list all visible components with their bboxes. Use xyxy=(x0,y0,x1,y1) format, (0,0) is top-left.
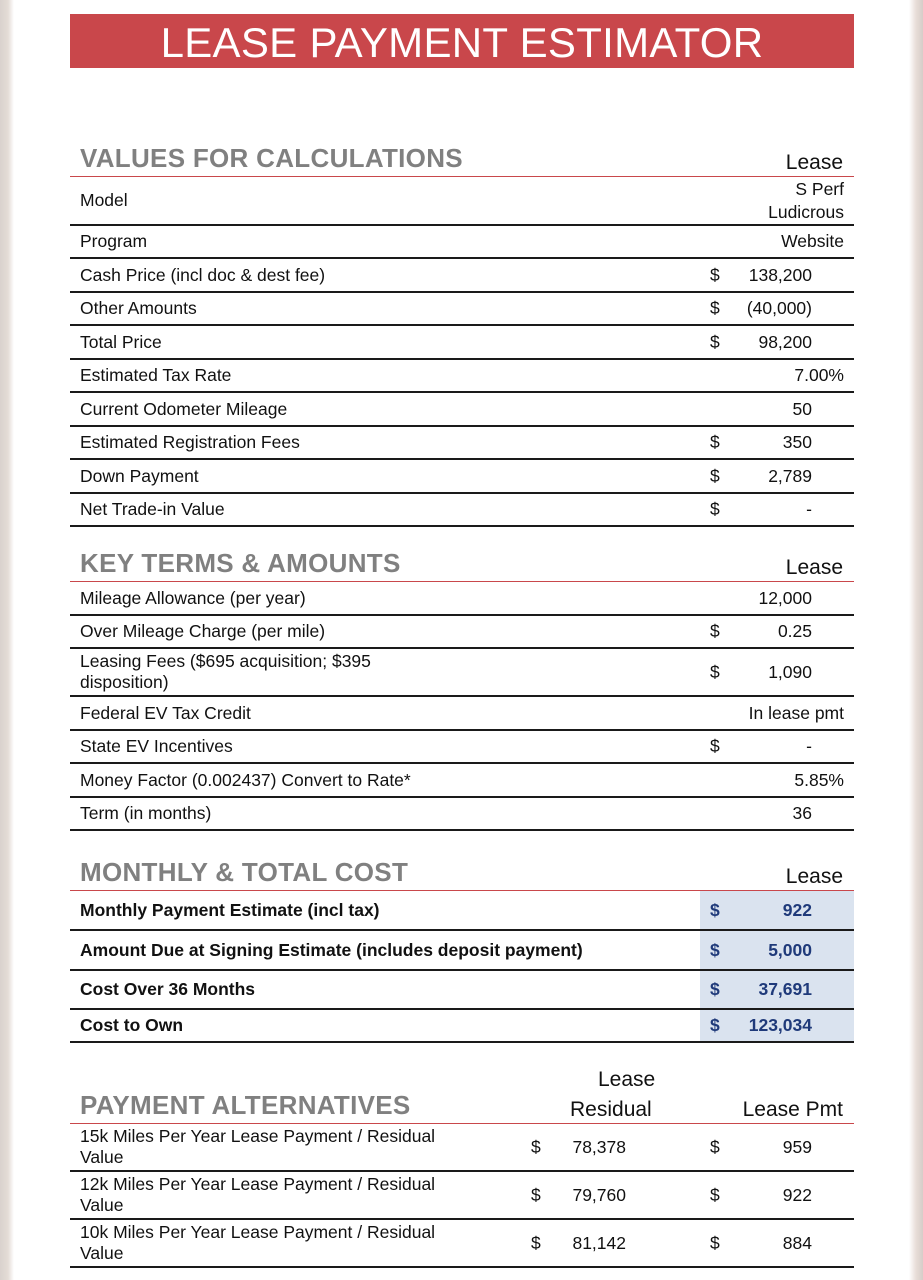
row-federal-credit xyxy=(70,697,854,731)
row-label: Term (in months) xyxy=(80,803,212,823)
row-cash-price xyxy=(70,259,854,293)
row-amount: 12,000 xyxy=(758,587,812,608)
row-label: Leasing Fees ($695 acquisition; $395 disposition) xyxy=(80,651,371,692)
residual-amount: 78,378 xyxy=(572,1136,626,1157)
row-over-mileage xyxy=(70,616,854,649)
row-amount: 922 xyxy=(782,899,812,920)
row-alt-10k xyxy=(70,1220,854,1268)
monthly-section-heading: MONTHLY & TOTAL COST xyxy=(80,857,409,887)
row-label: Monthly Payment Estimate (incl tax) xyxy=(80,899,380,920)
row-label: Cost Over 36 Months xyxy=(80,979,256,999)
row-currency: $ xyxy=(710,331,720,352)
row-currency: $ xyxy=(710,979,720,999)
row-amount: 0.25 xyxy=(777,621,812,641)
row-model xyxy=(70,177,854,226)
residual-column-label-line1: Lease xyxy=(598,1068,656,1091)
row-label: Money Factor (0.002437) Convert to Rate* xyxy=(80,769,411,790)
row-total-price xyxy=(70,326,854,360)
residual-currency: $ xyxy=(531,1232,541,1253)
row-currency: $ xyxy=(710,499,720,519)
row-amount: (40,000) xyxy=(746,298,812,318)
highlight-cell xyxy=(700,891,854,929)
row-due-at-signing xyxy=(70,931,854,971)
row-label: Other Amounts xyxy=(80,298,197,318)
row-currency: $ xyxy=(710,661,720,682)
row-amount: 37,691 xyxy=(758,979,812,999)
row-label: Amount Due at Signing Estimate (includes deposit payment) xyxy=(80,939,583,960)
row-label: 10k Miles Per Year Lease Payment / Residual Value xyxy=(80,1222,436,1263)
pmt-currency: $ xyxy=(710,1184,720,1205)
row-label: Program xyxy=(80,231,148,251)
row-cost-to-own xyxy=(70,1010,854,1043)
page-title: LEASE PAYMENT ESTIMATOR xyxy=(70,14,854,68)
row-monthly-payment xyxy=(70,891,854,931)
row-label: Estimated Tax Rate xyxy=(80,365,232,385)
row-label: Net Trade-in Value xyxy=(80,499,225,519)
row-currency: $ xyxy=(710,899,720,920)
row-label: Down Payment xyxy=(80,465,199,486)
monthly-section-column-label: Lease xyxy=(785,865,843,888)
row-cost-over-term xyxy=(70,971,854,1010)
row-label: Current Odometer Mileage xyxy=(80,398,288,419)
row-label: 15k Miles Per Year Lease Payment / Residual Value xyxy=(80,1126,436,1167)
row-currency: $ xyxy=(710,264,720,285)
row-value: 5.85% xyxy=(794,769,844,790)
pmt-amount: 922 xyxy=(782,1184,812,1205)
row-label: Total Price xyxy=(80,331,162,352)
row-amount: 36 xyxy=(792,803,812,823)
row-mileage-allowance xyxy=(70,582,854,616)
row-label: Over Mileage Charge (per mile) xyxy=(80,621,326,641)
row-money-factor xyxy=(70,764,854,798)
row-odometer xyxy=(70,393,854,427)
row-label: Cash Price (incl doc & dest fee) xyxy=(80,264,326,285)
lease-pmt-column-label: Lease Pmt xyxy=(742,1098,843,1121)
row-amount: 5,000 xyxy=(768,939,812,960)
pmt-amount: 884 xyxy=(782,1232,812,1253)
row-value: 7.00% xyxy=(794,365,844,385)
highlight-cell xyxy=(700,971,854,1008)
row-amount: - xyxy=(806,499,812,519)
pmt-currency: $ xyxy=(710,1232,720,1253)
row-currency: $ xyxy=(710,939,720,960)
residual-currency: $ xyxy=(531,1136,541,1157)
row-label: Cost to Own xyxy=(80,1015,184,1035)
row-amount: 98,200 xyxy=(758,331,812,352)
row-trade-in xyxy=(70,494,854,527)
row-label: Model xyxy=(80,190,128,210)
row-down-payment xyxy=(70,460,854,494)
residual-amount: 81,142 xyxy=(572,1232,626,1253)
row-currency: $ xyxy=(710,432,720,452)
row-registration-fees xyxy=(70,427,854,460)
row-value: In lease pmt xyxy=(748,702,844,723)
row-currency: $ xyxy=(710,298,720,318)
row-state-incentives xyxy=(70,731,854,764)
values-section-heading: VALUES FOR CALCULATIONS xyxy=(80,143,463,173)
pmt-amount: 959 xyxy=(782,1136,812,1157)
row-other-amounts xyxy=(70,293,854,326)
row-value: S Perf Ludicrous xyxy=(768,178,844,222)
residual-amount: 79,760 xyxy=(572,1184,626,1205)
key-terms-column-label: Lease xyxy=(785,556,843,579)
row-currency: $ xyxy=(710,465,720,486)
row-label: Federal EV Tax Credit xyxy=(80,702,251,723)
row-label: 12k Miles Per Year Lease Payment / Residual Value xyxy=(80,1174,436,1215)
highlight-cell xyxy=(700,931,854,969)
row-currency: $ xyxy=(710,736,720,756)
alternatives-heading: PAYMENT ALTERNATIVES xyxy=(80,1090,411,1120)
row-label: Estimated Registration Fees xyxy=(80,432,300,452)
row-amount: 123,034 xyxy=(748,1015,812,1035)
row-label: State EV Incentives xyxy=(80,736,233,756)
row-amount: - xyxy=(806,736,812,756)
row-amount: 50 xyxy=(792,398,812,419)
row-value: Website xyxy=(781,231,844,251)
row-amount: 138,200 xyxy=(748,264,812,285)
row-program xyxy=(70,226,854,259)
values-section-column-label: Lease xyxy=(785,151,843,174)
row-amount: 2,789 xyxy=(768,465,812,486)
row-leasing-fees xyxy=(70,649,854,697)
row-amount: 1,090 xyxy=(768,661,812,682)
highlight-cell xyxy=(700,1010,854,1041)
pmt-currency: $ xyxy=(710,1136,720,1157)
row-currency: $ xyxy=(710,1015,720,1035)
row-alt-12k xyxy=(70,1172,854,1220)
row-currency: $ xyxy=(710,621,720,641)
row-label: Mileage Allowance (per year) xyxy=(80,587,306,608)
residual-column-label-line2: Residual xyxy=(570,1098,652,1121)
row-tax-rate xyxy=(70,360,854,393)
row-term xyxy=(70,798,854,831)
key-terms-heading: KEY TERMS & AMOUNTS xyxy=(80,548,401,578)
residual-currency: $ xyxy=(531,1184,541,1205)
row-alt-15k xyxy=(70,1124,854,1172)
row-amount: 350 xyxy=(782,432,812,452)
